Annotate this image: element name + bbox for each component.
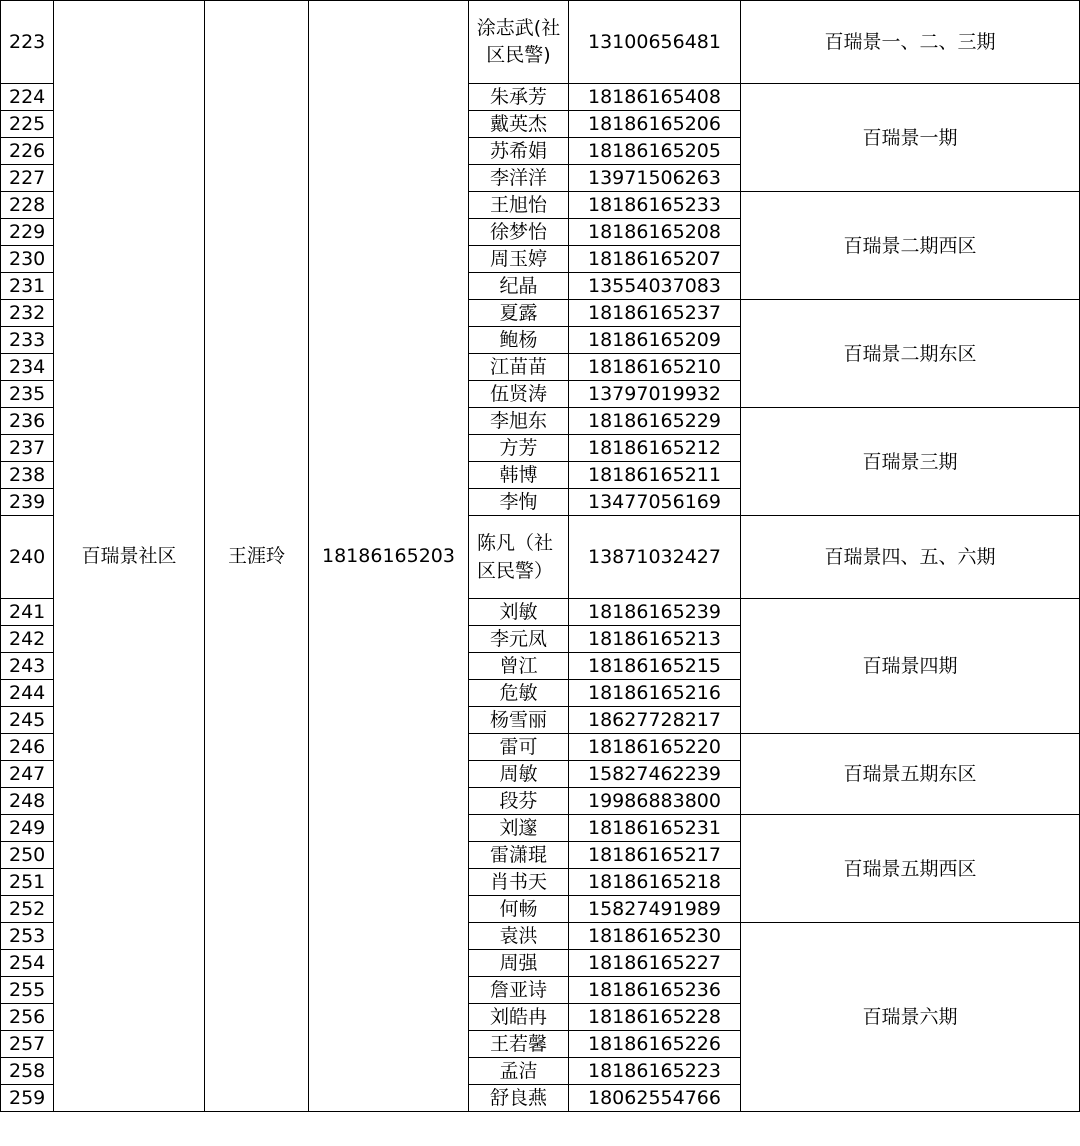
row-number: 253 bbox=[1, 923, 54, 950]
row-number: 241 bbox=[1, 599, 54, 626]
staff-phone: 18186165236 bbox=[569, 977, 741, 1004]
area-cell: 百瑞景二期西区 bbox=[741, 192, 1080, 300]
staff-name: 肖书天 bbox=[469, 869, 569, 896]
staff-phone: 18186165408 bbox=[569, 84, 741, 111]
staff-name: 危敏 bbox=[469, 680, 569, 707]
row-number: 256 bbox=[1, 1004, 54, 1031]
staff-phone: 18186165212 bbox=[569, 435, 741, 462]
area-cell: 百瑞景一期 bbox=[741, 84, 1080, 192]
staff-phone: 18062554766 bbox=[569, 1085, 741, 1112]
staff-phone: 18186165229 bbox=[569, 408, 741, 435]
staff-phone: 18186165237 bbox=[569, 300, 741, 327]
staff-name: 伍贤涛 bbox=[469, 381, 569, 408]
staff-phone: 13971506263 bbox=[569, 165, 741, 192]
staff-name: 周敏 bbox=[469, 761, 569, 788]
staff-phone: 15827491989 bbox=[569, 896, 741, 923]
staff-name: 詹亚诗 bbox=[469, 977, 569, 1004]
staff-phone: 18186165226 bbox=[569, 1031, 741, 1058]
staff-name: 徐梦怡 bbox=[469, 219, 569, 246]
area-cell: 百瑞景一、二、三期 bbox=[741, 1, 1080, 84]
staff-name: 夏露 bbox=[469, 300, 569, 327]
staff-phone: 18627728217 bbox=[569, 707, 741, 734]
staff-phone: 13797019932 bbox=[569, 381, 741, 408]
staff-phone: 18186165207 bbox=[569, 246, 741, 273]
row-number: 230 bbox=[1, 246, 54, 273]
row-number: 254 bbox=[1, 950, 54, 977]
row-number: 231 bbox=[1, 273, 54, 300]
staff-phone: 18186165220 bbox=[569, 734, 741, 761]
row-number: 229 bbox=[1, 219, 54, 246]
staff-name: 孟洁 bbox=[469, 1058, 569, 1085]
row-number: 249 bbox=[1, 815, 54, 842]
area-cell: 百瑞景五期东区 bbox=[741, 734, 1080, 815]
staff-name: 李旭东 bbox=[469, 408, 569, 435]
staff-name: 雷潇琨 bbox=[469, 842, 569, 869]
staff-name: 王旭怡 bbox=[469, 192, 569, 219]
row-number: 235 bbox=[1, 381, 54, 408]
row-number: 237 bbox=[1, 435, 54, 462]
row-number: 233 bbox=[1, 327, 54, 354]
staff-name: 何畅 bbox=[469, 896, 569, 923]
staff-name: 周强 bbox=[469, 950, 569, 977]
row-number: 250 bbox=[1, 842, 54, 869]
area-cell: 百瑞景四期 bbox=[741, 599, 1080, 734]
row-number: 234 bbox=[1, 354, 54, 381]
staff-phone: 18186165210 bbox=[569, 354, 741, 381]
area-cell: 百瑞景五期西区 bbox=[741, 815, 1080, 923]
row-number: 242 bbox=[1, 626, 54, 653]
staff-name: 陈凡（社区民警） bbox=[469, 516, 569, 599]
area-cell: 百瑞景四、五、六期 bbox=[741, 516, 1080, 599]
row-number: 259 bbox=[1, 1085, 54, 1112]
staff-phone: 18186165227 bbox=[569, 950, 741, 977]
staff-name: 周玉婷 bbox=[469, 246, 569, 273]
staff-name: 韩博 bbox=[469, 462, 569, 489]
staff-phone: 18186165230 bbox=[569, 923, 741, 950]
row-number: 227 bbox=[1, 165, 54, 192]
staff-name: 袁洪 bbox=[469, 923, 569, 950]
staff-name: 方芳 bbox=[469, 435, 569, 462]
staff-name: 雷可 bbox=[469, 734, 569, 761]
row-number: 223 bbox=[1, 1, 54, 84]
area-cell: 百瑞景三期 bbox=[741, 408, 1080, 516]
staff-name: 刘敏 bbox=[469, 599, 569, 626]
staff-phone: 19986883800 bbox=[569, 788, 741, 815]
staff-name: 鲍杨 bbox=[469, 327, 569, 354]
staff-phone: 13477056169 bbox=[569, 489, 741, 516]
row-number: 252 bbox=[1, 896, 54, 923]
staff-name: 江苗苗 bbox=[469, 354, 569, 381]
leader-phone-cell: 18186165203 bbox=[309, 1, 469, 1112]
row-number: 243 bbox=[1, 653, 54, 680]
staff-phone: 18186165228 bbox=[569, 1004, 741, 1031]
row-number: 246 bbox=[1, 734, 54, 761]
row-number: 247 bbox=[1, 761, 54, 788]
staff-phone: 18186165213 bbox=[569, 626, 741, 653]
row-number: 238 bbox=[1, 462, 54, 489]
staff-phone: 15827462239 bbox=[569, 761, 741, 788]
row-number: 232 bbox=[1, 300, 54, 327]
row-number: 224 bbox=[1, 84, 54, 111]
staff-name: 朱承芳 bbox=[469, 84, 569, 111]
staff-name: 杨雪丽 bbox=[469, 707, 569, 734]
staff-phone: 18186165231 bbox=[569, 815, 741, 842]
staff-name: 涂志武(社区民警) bbox=[469, 1, 569, 84]
staff-phone: 18186165208 bbox=[569, 219, 741, 246]
row-number: 248 bbox=[1, 788, 54, 815]
staff-name: 刘皓冉 bbox=[469, 1004, 569, 1031]
staff-name: 戴英杰 bbox=[469, 111, 569, 138]
area-cell: 百瑞景二期东区 bbox=[741, 300, 1080, 408]
staff-name: 王若馨 bbox=[469, 1031, 569, 1058]
community-cell: 百瑞景社区 bbox=[54, 1, 205, 1112]
table-row bbox=[1, 1, 1080, 84]
row-number: 239 bbox=[1, 489, 54, 516]
staff-phone: 18186165217 bbox=[569, 842, 741, 869]
staff-phone: 13554037083 bbox=[569, 273, 741, 300]
staff-phone: 18186165233 bbox=[569, 192, 741, 219]
row-number: 228 bbox=[1, 192, 54, 219]
staff-phone: 18186165206 bbox=[569, 111, 741, 138]
row-number: 251 bbox=[1, 869, 54, 896]
staff-phone: 18186165209 bbox=[569, 327, 741, 354]
row-number: 225 bbox=[1, 111, 54, 138]
staff-name: 舒良燕 bbox=[469, 1085, 569, 1112]
staff-phone: 13100656481 bbox=[569, 1, 741, 84]
row-number: 245 bbox=[1, 707, 54, 734]
staff-phone: 18186165215 bbox=[569, 653, 741, 680]
staff-phone: 18186165239 bbox=[569, 599, 741, 626]
row-number: 226 bbox=[1, 138, 54, 165]
staff-name: 李元凤 bbox=[469, 626, 569, 653]
staff-name: 曾江 bbox=[469, 653, 569, 680]
row-number: 258 bbox=[1, 1058, 54, 1085]
row-number: 240 bbox=[1, 516, 54, 599]
staff-name: 苏希娟 bbox=[469, 138, 569, 165]
row-number: 255 bbox=[1, 977, 54, 1004]
leader-name-cell: 王涯玲 bbox=[205, 1, 309, 1112]
staff-name: 刘邃 bbox=[469, 815, 569, 842]
staff-phone: 13871032427 bbox=[569, 516, 741, 599]
staff-phone: 18186165218 bbox=[569, 869, 741, 896]
staff-phone: 18186165216 bbox=[569, 680, 741, 707]
staff-name: 段芬 bbox=[469, 788, 569, 815]
staff-name: 李恂 bbox=[469, 489, 569, 516]
area-cell: 百瑞景六期 bbox=[741, 923, 1080, 1112]
staff-phone: 18186165211 bbox=[569, 462, 741, 489]
staff-phone: 18186165205 bbox=[569, 138, 741, 165]
row-number: 257 bbox=[1, 1031, 54, 1058]
row-number: 244 bbox=[1, 680, 54, 707]
staff-name: 纪晶 bbox=[469, 273, 569, 300]
row-number: 236 bbox=[1, 408, 54, 435]
staff-phone: 18186165223 bbox=[569, 1058, 741, 1085]
staff-name: 李洋洋 bbox=[469, 165, 569, 192]
